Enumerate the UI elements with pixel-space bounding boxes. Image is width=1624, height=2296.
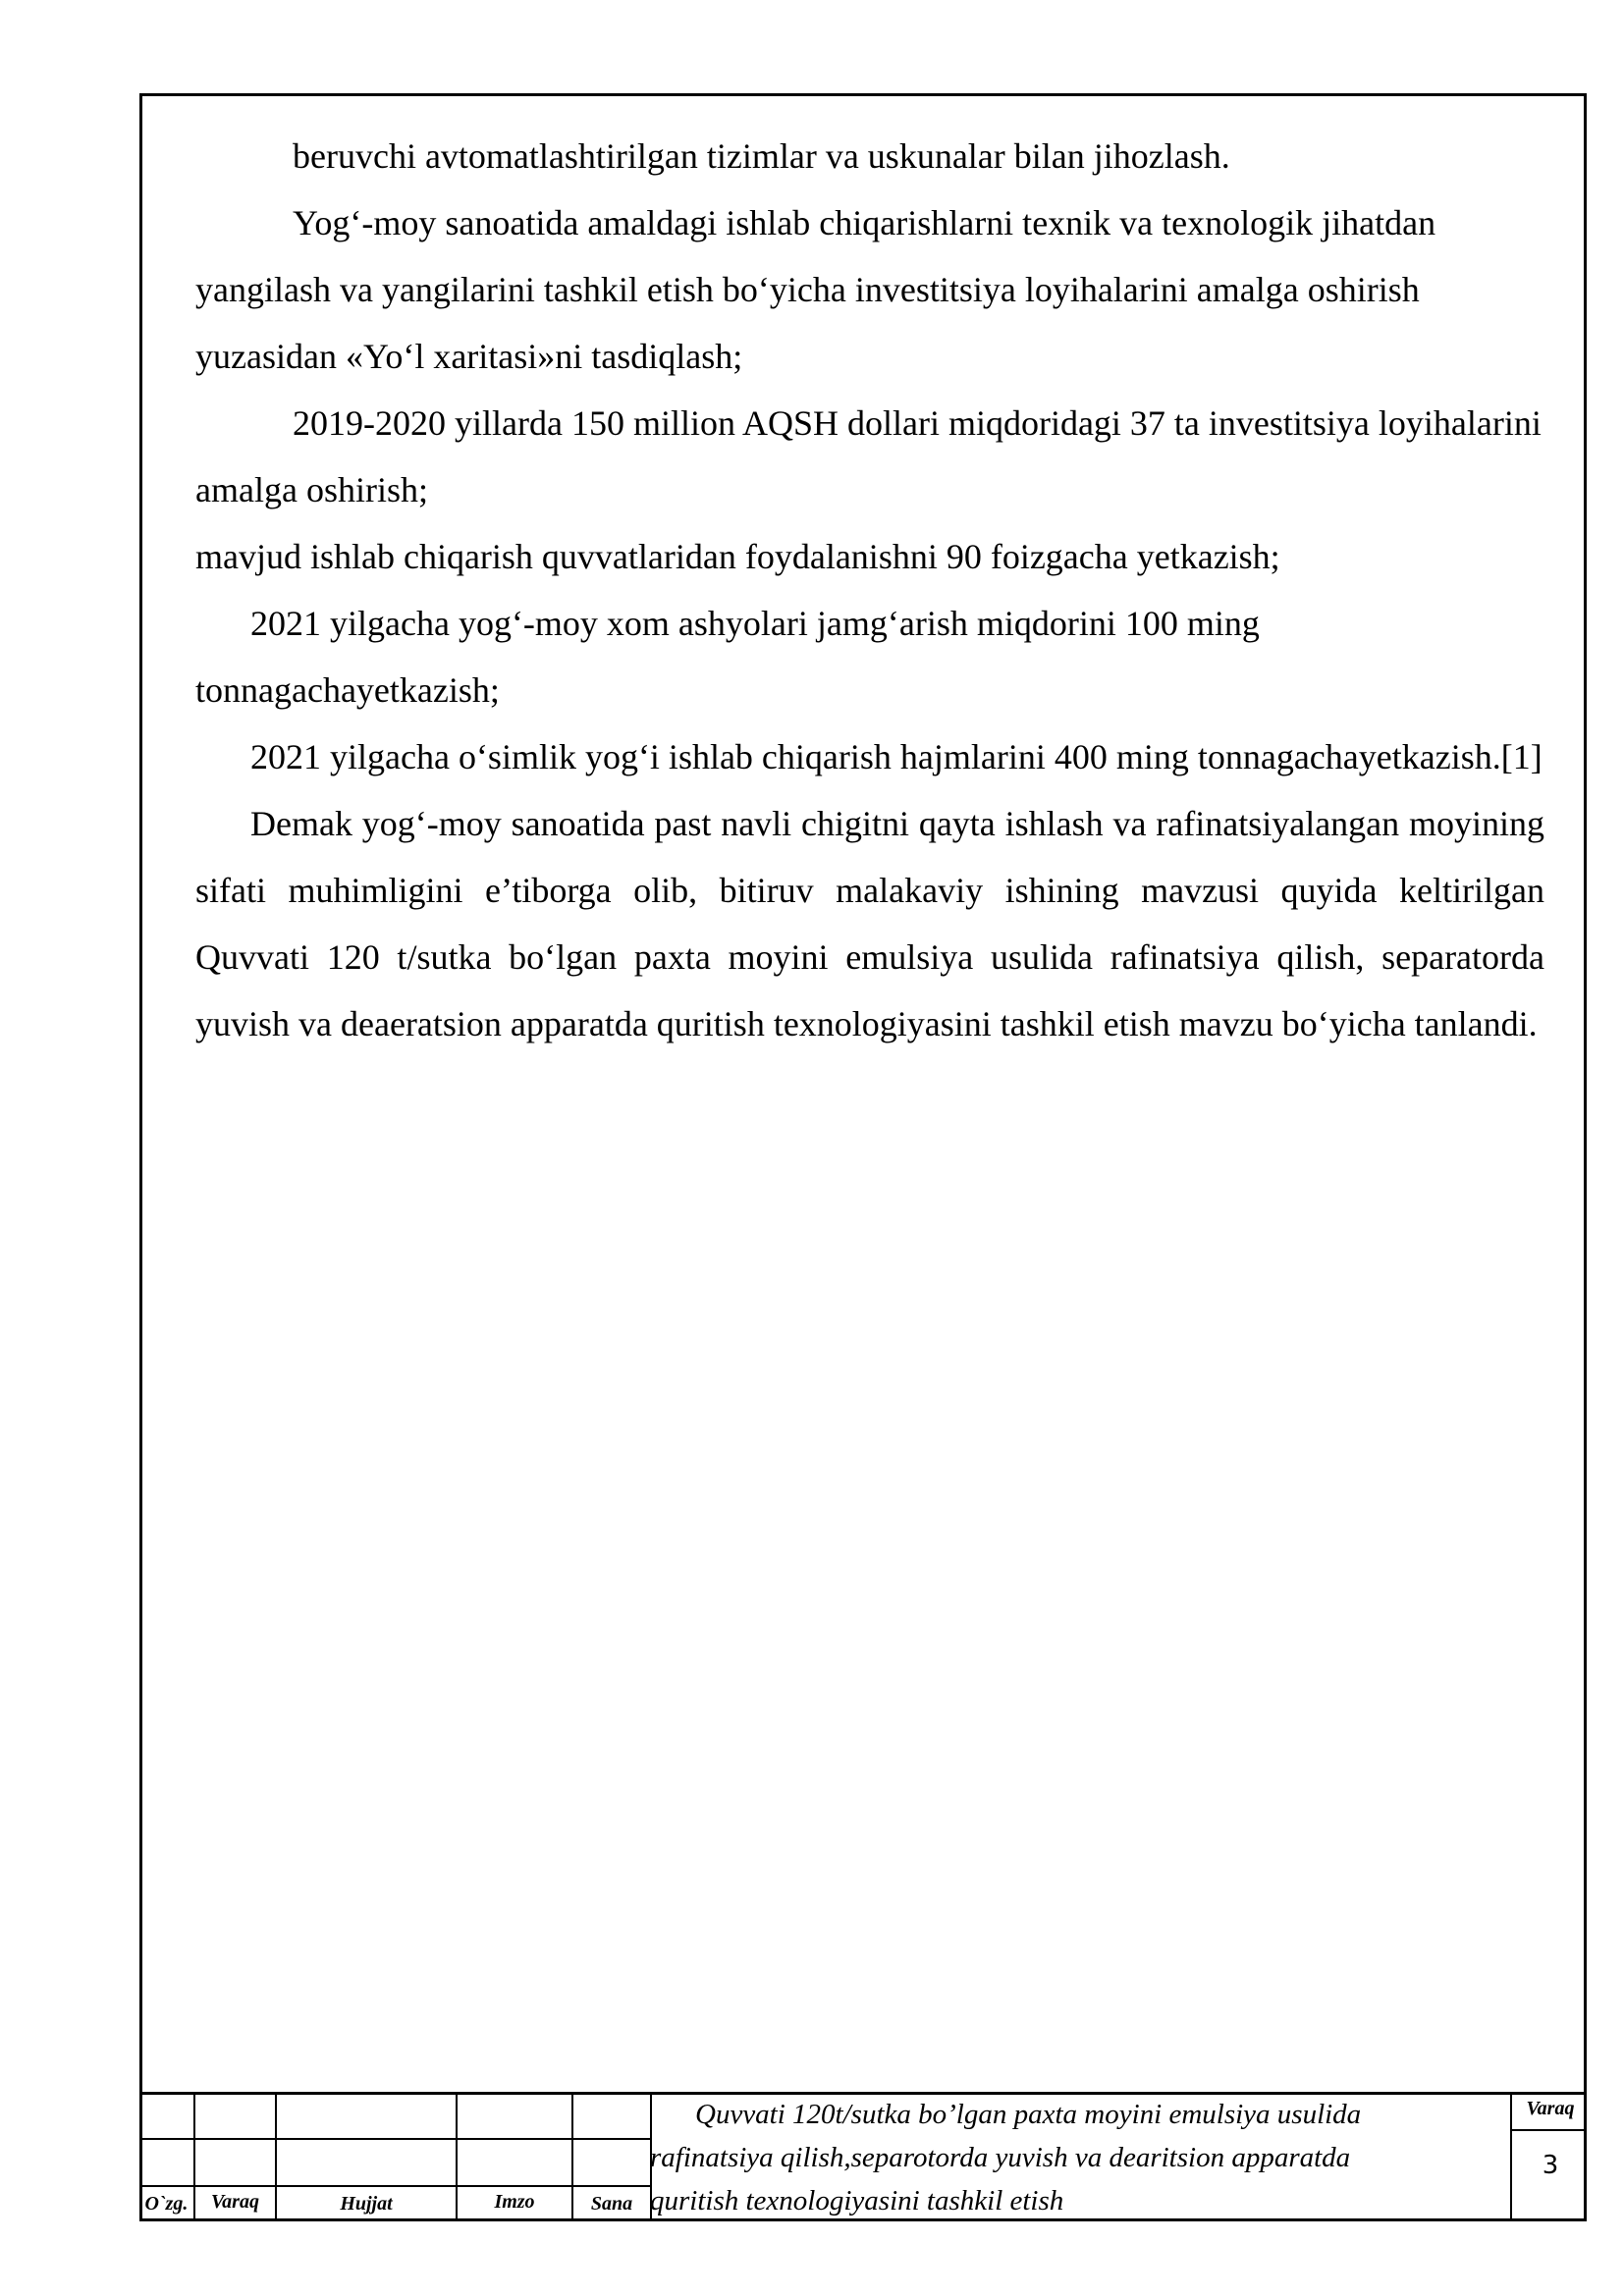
stamp-label-signature: Imzo: [494, 2191, 535, 2213]
body-text: [195, 123, 1544, 1057]
stamp-grid-line: [1510, 2092, 1512, 2221]
paragraph: beruvchi avtomatlashtirilgan tizimlar va uskunalar bilan jihozlash.: [293, 136, 1230, 176]
page-number: 3: [1542, 2151, 1559, 2180]
paragraph: mavjud ishlab chiqarish quvvatlaridan foydalanishni 90 foizgacha yetkazish;: [195, 537, 1280, 576]
stamp-grid-line: [139, 2185, 650, 2187]
paragraph: Demak yog‘-moy sanoatida past navli chigitni qayta ishlash va rafinatsiyalangan moyining sifati muhimligini e’tiborga olib, bitiruv malakaviy ishining mavzusi quyida keltirilgan Quvvati 120 t/sutka bo‘lgan paxta moyini emulsiya usulida rafinatsiya qilish, separatorda yuvish va deaeratsion apparatda quritish texnologiyasini tashkil etish mavzu bo‘yicha tanlandi.: [195, 804, 1544, 1043]
stamp-title-line: rafinatsiya qilish,separotorda yuvish va dearitsion apparatda: [650, 2142, 1351, 2173]
title-block: [139, 2092, 1587, 2221]
stamp-label-change: O`zg.: [144, 2193, 189, 2215]
stamp-sheet-label: Varaq: [1526, 2098, 1575, 2119]
stamp-title-line: Quvvati 120t/sutka bo’lgan paxta moyini emulsiya usulida: [695, 2099, 1362, 2130]
stamp-label-document: Hujjat: [340, 2193, 393, 2215]
stamp-label-date: Sana: [590, 2193, 633, 2215]
paragraph: Yog‘-moy sanoatida amaldagi ishlab chiqarishlarni texnik va texnologik jihatdan yangilash va yangilarini tashkil etish bo‘yicha investitsiya loyihalarini amalga oshirish yuzasidan «Yo‘l xaritasi»ni tasdiqlash;: [195, 203, 1436, 376]
stamp-label-sheet: Varaq: [211, 2191, 259, 2213]
paragraph: 2021 yilgacha yog‘-moy xom ashyolari jamg‘arish miqdorini 100 ming tonnagachayetkazish;: [195, 604, 1260, 710]
paragraph: 2019-2020 yillarda 150 million AQSH dollari miqdoridagi 37 ta investitsiya loyihalarini amalga oshirish;: [195, 403, 1542, 509]
stamp-grid-line: [139, 2138, 650, 2140]
stamp-grid-line: [1510, 2129, 1587, 2131]
stamp-title: [650, 2092, 1494, 2223]
paragraph: 2021 yilgacha o‘simlik yog‘i ishlab chiqarish hajmlarini 400 ming tonnagachayetkazish.[1]: [250, 737, 1543, 776]
stamp-title-line: quritish texnologiyasini tashkil etish: [650, 2185, 1064, 2216]
